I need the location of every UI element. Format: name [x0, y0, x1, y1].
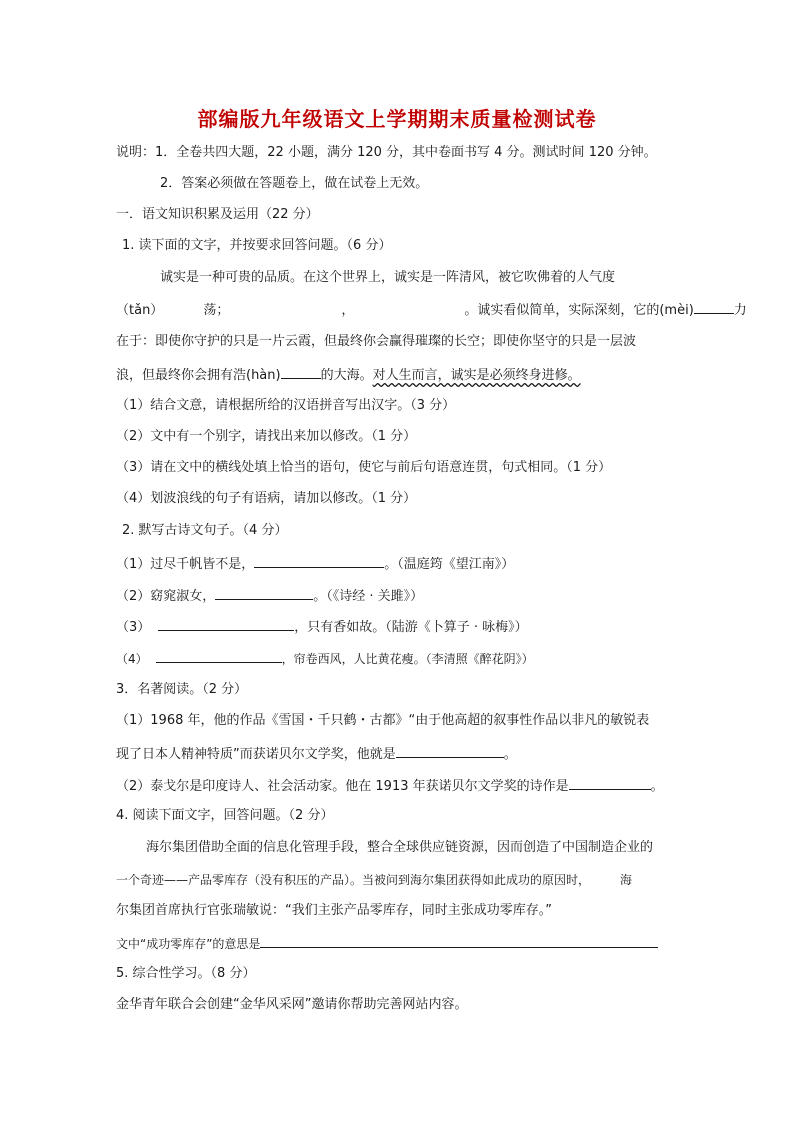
poem-text: （1）过尽千帆皆不是，: [116, 557, 255, 572]
passage-1-line-3: 在于：即使你守护的只是一片云霞，但最终你会赢得璀璨的长空；即使你坚守的只是一层波: [116, 334, 637, 349]
passage-1-line-1: 诚实是一种可贵的品质。在这个世界上，诚实是一阵清风，被它吹佛着的人气度: [160, 270, 616, 285]
passage-text: 的大海。: [320, 368, 373, 383]
poem-line-2: [116, 585, 423, 607]
poem-text: （3）: [116, 620, 151, 635]
answer-blank[interactable]: [254, 553, 384, 568]
instructions-line-1: 说明：1．全卷共四大题，22 小题，满分 120 分，其中卷面书写 4 分。测试时间 120 分钟。: [116, 145, 657, 160]
answer-blank[interactable]: [260, 933, 658, 948]
passage-4-line-2: [116, 870, 632, 890]
poem-line-1: [116, 553, 514, 575]
poem-line-3: [116, 616, 528, 638]
passage-5-line-1: 金华青年联合会创建“金华风采网”邀请你帮助完善网站内容。: [116, 997, 468, 1012]
wavy-underlined-sentence: 对人生而言，诚实是必须终身进修。: [372, 368, 581, 383]
question-4-heading: 4. 阅读下面文字，回答问题。（2 分）: [116, 808, 334, 823]
subquestion-2: （2）文中有一个别字，请找出来加以修改。（1 分）: [116, 429, 417, 444]
answer-blank[interactable]: [694, 299, 734, 314]
literature-line-2: [116, 743, 517, 765]
passage-4-line-3: 尔集团首席执行官张瑞敏说：“我们主张产品零库存，同时主张成功零库存。”: [116, 903, 552, 918]
passage-text: 荡；: [203, 303, 230, 318]
subquestion-1: （1）结合文意，请根据所给的汉语拼音写出汉字。（3 分）: [116, 398, 456, 413]
literature-line-1: （1）1968 年，他的作品《雪国・千只鹤・古都》“由于他高超的叙事性作品以非凡的敏锐表: [116, 713, 650, 728]
poem-line-4: [116, 648, 534, 669]
literature-text: （2）泰戈尔是印度诗人、社会活动家。他在 1913 年获诺贝尔文学奖的诗作是: [116, 779, 569, 794]
answer-blank[interactable]: [215, 585, 313, 600]
passage-text: 海: [620, 873, 633, 887]
question-5-heading: 5. 综合性学习。（8 分）: [116, 966, 256, 981]
literature-text: 。: [503, 747, 517, 762]
passage-text: 浪，但最终你会拥有浩(hàn): [116, 368, 281, 383]
poem-source: ，帘卷西风，人比黄花瘦。（李清照《醉花阴》）: [281, 652, 534, 666]
answer-blank[interactable]: [569, 775, 651, 790]
answer-blank[interactable]: [396, 743, 504, 758]
section-1-heading: 一．语文知识积累及运用（22 分）: [116, 207, 319, 222]
exam-title: 部编版九年级语文上学期期末质量检测试卷: [197, 107, 597, 131]
question-3-heading: 3．名著阅读。（2 分）: [116, 682, 248, 697]
literature-text: 。: [650, 779, 664, 794]
poem-text: （4）: [116, 652, 148, 666]
poem-source: 。（温庭筠《望江南》）: [384, 557, 515, 572]
instructions-line-2: 2．答案必须做在答题卷上，做在试卷上无效。: [160, 176, 429, 191]
passage-text: 一个奇迹——产品零库存（没有积压的产品）。当被问到海尔集团获得如此成功的原因时，: [116, 873, 591, 887]
passage-4-answer-line: [116, 933, 658, 954]
pinyin-tan: （tǎn）: [116, 303, 164, 318]
literature-line-3: [116, 775, 664, 797]
poem-text: （2）窈窕淑女，: [116, 589, 216, 604]
passage-text: ，: [341, 303, 355, 318]
question-1-heading: 1. 读下面的文字，并按要求回答问题。（6 分）: [122, 238, 392, 253]
question-2-heading: 2. 默写古诗文句子。（4 分）: [122, 523, 288, 538]
subquestion-4: （4）划波浪线的句子有语病，请加以修改。（1 分）: [116, 491, 417, 506]
poem-source: 。（《诗经 · 关雎》）: [313, 589, 424, 604]
literature-text: 现了日本人精神特质”而获诺贝尔文学奖，他就是: [116, 747, 396, 762]
passage-text: 。诚实看似简单，实际深刻，它的(mèi): [464, 303, 694, 318]
prompt-text: 文中“成功零库存”的意思是: [116, 937, 261, 951]
passage-4-line-1: 海尔集团借助全面的信息化管理手段，整合全球供应链资源，因而创造了中国制造企业的: [146, 840, 654, 855]
passage-1-line-4: [116, 364, 581, 386]
answer-blank[interactable]: [281, 364, 321, 379]
subquestion-3: （3）请在文中的横线处填上恰当的语句，使它与前后句语意连贯，句式相同。（1 分）: [116, 460, 612, 475]
answer-blank[interactable]: [156, 648, 282, 663]
poem-source: ，只有香如故。（陆游《卜算子 · 咏梅》）: [294, 620, 528, 635]
passage-text: 力: [733, 303, 747, 318]
answer-blank[interactable]: [158, 616, 294, 631]
passage-1-line-2: [116, 299, 747, 321]
